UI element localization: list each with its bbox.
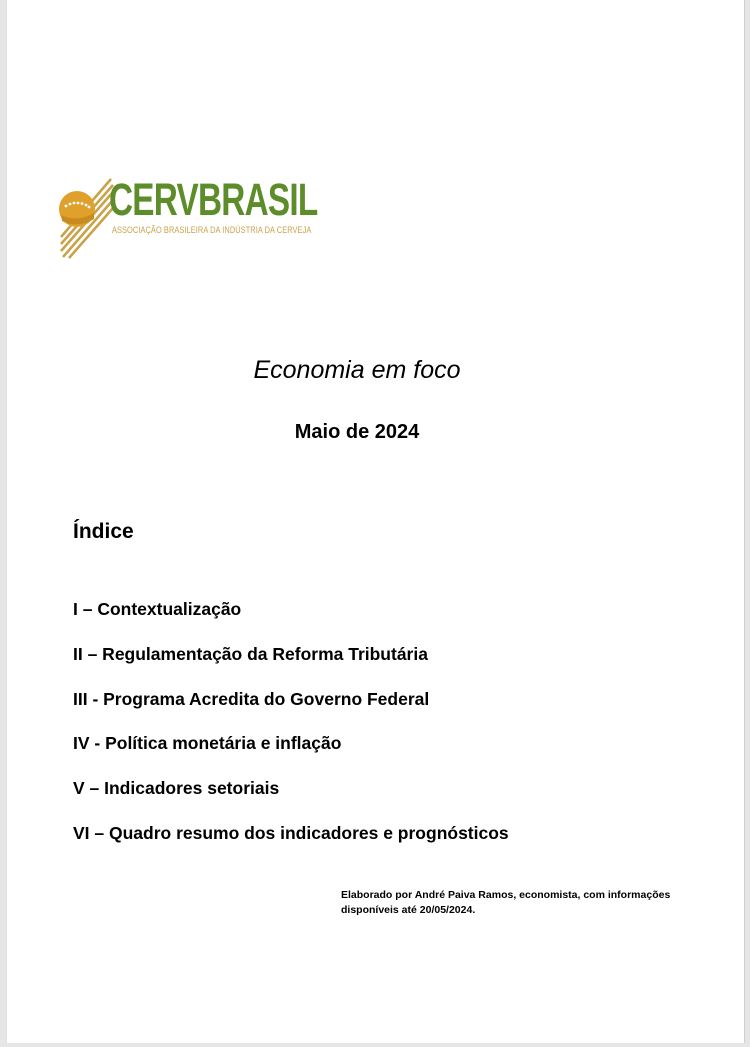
logo-name: CERVBRASIL bbox=[109, 174, 318, 225]
cervbrasil-logo bbox=[53, 174, 318, 265]
index-item: II – Regulamentação da Reforma Tributária bbox=[73, 643, 428, 664]
index-item: VI – Quadro resumo dos indicadores e prognósticos bbox=[73, 822, 509, 843]
index-item: V – Indicadores setoriais bbox=[73, 778, 280, 799]
document-date: Maio de 2024 bbox=[294, 421, 420, 443]
author-credit-line: disponíveis até 20/05/2024. bbox=[341, 904, 476, 916]
index-item: III - Programa Acredita do Governo Federal bbox=[73, 688, 430, 709]
index-item: IV - Política monetária e inflação bbox=[73, 733, 342, 754]
index-heading: Índice bbox=[73, 520, 134, 543]
document-title: Economia em foco bbox=[253, 356, 461, 384]
author-credit-line: Elaborado por André Paiva Ramos, economista, com informações bbox=[341, 889, 671, 901]
index-list bbox=[73, 597, 509, 866]
index-item: I – Contextualização bbox=[73, 599, 242, 619]
document-page bbox=[6, 0, 745, 1043]
logo-tagline: ASSOCIAÇÃO BRASILEIRA DA INDÚSTRIA DA CERVEJA bbox=[112, 225, 312, 236]
author-credit bbox=[341, 888, 721, 918]
